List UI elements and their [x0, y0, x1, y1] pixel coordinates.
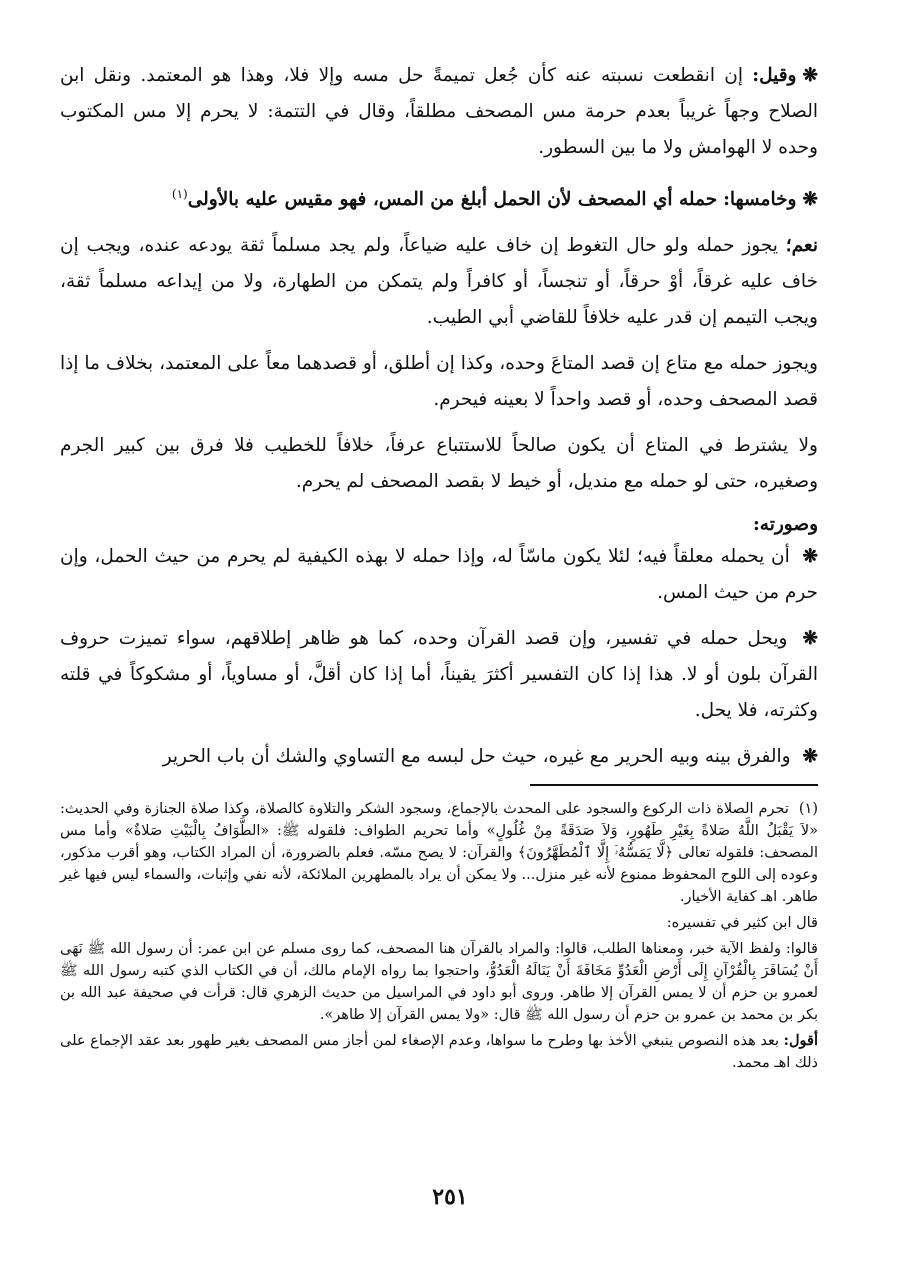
- paragraph-2: [60, 176, 818, 218]
- footnote-text: تحرم الصلاة ذات الركوع والسجود على المحدث بالإجماع، وسجود الشكر والتلاوة كالصلاة، وكذا صلاة الجنازة وفي الحديث: «لاَ يَقْبَلُ اللَّهُ صَلاةً بِغَيْرِ طَهُورٍ، وَلاَ صَدَقَةً مِنْ غُلُولٍ» وأما تحريم الطواف: فلقوله ﷺ: «الطَّوَافُ بِالْبَيْتِ صَلاةٌ» وأما مس المصحف: فلقوله تعالى ﴿لَّا يَمَسُّهُۥٓ إِلَّا ٱلْمُطَهَّرُونَ﴾ والقرآن: لا يصح مسّه. فعلم بالضرورة، أن المراد الكتاب، وهو أقرب مذكور، وعوده إلى اللوح المحفوظ ممنوع لأنه غير منزل... ولا يمكن أن يراد بالمطهرين الملائكة، لأنه نفي وإثبات، والسماء ليس فيها غير طاهر. اهـ كفاية الأخيار.: [60, 801, 818, 905]
- section-heading: وصورته:: [752, 514, 818, 536]
- footnote-comment-text: بعد هذه النصوص ينبغي الأخذ بها وطرح ما سواها، وعدم الإصغاء لمن أجاز مس المصحف بغير طهور بعد عقد الإجماع على ذلك اهـ محمد.: [60, 1033, 818, 1071]
- lead-word: وخامسها:: [723, 189, 797, 211]
- footnote-comment-lead: أقول:: [783, 1032, 819, 1049]
- bullet-marker: ❋: [802, 546, 818, 568]
- lead-word: وقيل:: [752, 65, 797, 86]
- page-number: ٢٥١: [432, 1184, 468, 1210]
- paragraph-3: [60, 228, 818, 336]
- paragraph-8: [60, 739, 818, 775]
- lead-word: نعم؛: [785, 235, 818, 257]
- paragraph-1: [60, 58, 818, 166]
- bullet-marker: ❋: [802, 65, 818, 86]
- footnote-number: (١): [798, 801, 818, 817]
- paragraph-text: ويجوز حمله مع متاع إن قصد المتاعَ وحده، وكذا إن أطلق، أو قصدهما معاً على المعتمد، بخلاف ما إذا قصد المصحف وحده، أو قصد واحداً لا بعينه فيحرم.: [60, 353, 818, 411]
- main-text: [60, 58, 818, 785]
- footnote-quote-intro: قال ابن كثير في تفسيره:: [666, 915, 818, 931]
- footnote-reference[interactable]: (١): [171, 187, 188, 201]
- paragraph-text: إن انقطعت نسبته عنه كأن جُعل تميمةً حل مسه وإلا فلا، وهذا هو المعتمد. ونقل ابن الصلاح وجهاً غريباً بعدم حرمة مس المصحف مطلقاً، وقال في التتمة: لا يحرم إلا مس المكتوب وحده لا الهوامش ولا ما بين السطور.: [60, 65, 818, 158]
- footnote-comment: [60, 1030, 818, 1074]
- paragraph-text: ولا يشترط في المتاع أن يكون صالحاً للاستتباع عرفاً، خلافاً للخطيب فلا فرق بين كبير الجرم وصغيره، حتى لو حمله مع منديل، أو خيط لا بقصد المصحف لم يحرم.: [60, 435, 818, 493]
- paragraph-text: يجوز حمله ولو حال التغوط إن خاف عليه ضياعاً، ولم يجد مسلماً ثقة يودعه عنده، ويجب إن خاف عليه غرقاً، أوْ حرقاً، أو تنجساً، أو كافراً ولم يتمكن من الطهارة، ولا من إيداعه مسلماً ثقة، ويجب التيمم إن قدر عليه خلافاً للقاضي أبي الطيب.: [60, 235, 818, 329]
- footnotes: [60, 798, 818, 1078]
- paragraph-text: حمله أي المصحف لأن الحمل أبلغ من المس، فهو مقيس عليه بالأولى: [187, 189, 718, 211]
- bullet-marker: ❋: [802, 189, 818, 211]
- paragraph-text: أن يحمله معلقاً فيه؛ لئلا يكون ماسّاً له، وإذا حمله لا بهذه الكيفية لم يحرم من حيث الحمل، وإن حرم من حيث المس.: [60, 546, 818, 604]
- bullet-marker: ❋: [802, 746, 818, 768]
- footnote-divider: [530, 784, 818, 786]
- paragraph-text: والفرق بينه وبيه الحرير مع غيره، حيث حل لبسه مع التساوي والشك أن باب الحرير: [162, 746, 791, 768]
- paragraph-5: [60, 428, 818, 500]
- footnote-quote: قالوا: ولفظ الآية خبر، ومعناها الطلب، قالوا: والمراد بالقرآن هنا المصحف، كما روى مسلم عن ابن عمر: أن رسول الله ﷺ نَهَى أَنْ يُسَافَرَ بِالْقُرْآنِ إِلَى أَرْضِ الْعَدُوِّ مَخَافَةَ أَنْ يَنَالَهُ الْعَدُوُّ، واحتجوا بما رواه الإمام مالك، أن في الكتاب الذي كتبه رسول الله ﷺ لعمرو بن حزم أن لا يمس القرآن إلا طاهر. وروى أبو داود في المراسيل من حديث الزهري قال: قرأت في صحيفة عبد الله بن بكر بن محمد بن عمرو بن حزم أن رسول الله ﷺ قال: «ولا يمس القرآن إلا طاهر».: [60, 941, 818, 1023]
- paragraph-text: ويحل حمله في تفسير، وإن قصد القرآن وحده، كما هو ظاهر إطلاقهم، سواء تميزت حروف القرآن بلون أو لا. هذا إذا كان التفسير أكثرَ يقيناً، أما إذا كان أقلَّ، أو مساوياً، أو مشكوكاً في قلته وكثرته، فلا يحل.: [60, 628, 818, 722]
- paragraph-7: [60, 621, 818, 729]
- footnote-1: [60, 798, 818, 908]
- bullet-marker: ❋: [802, 628, 818, 650]
- paragraph-4: [60, 346, 818, 418]
- paragraph-6: [60, 539, 818, 611]
